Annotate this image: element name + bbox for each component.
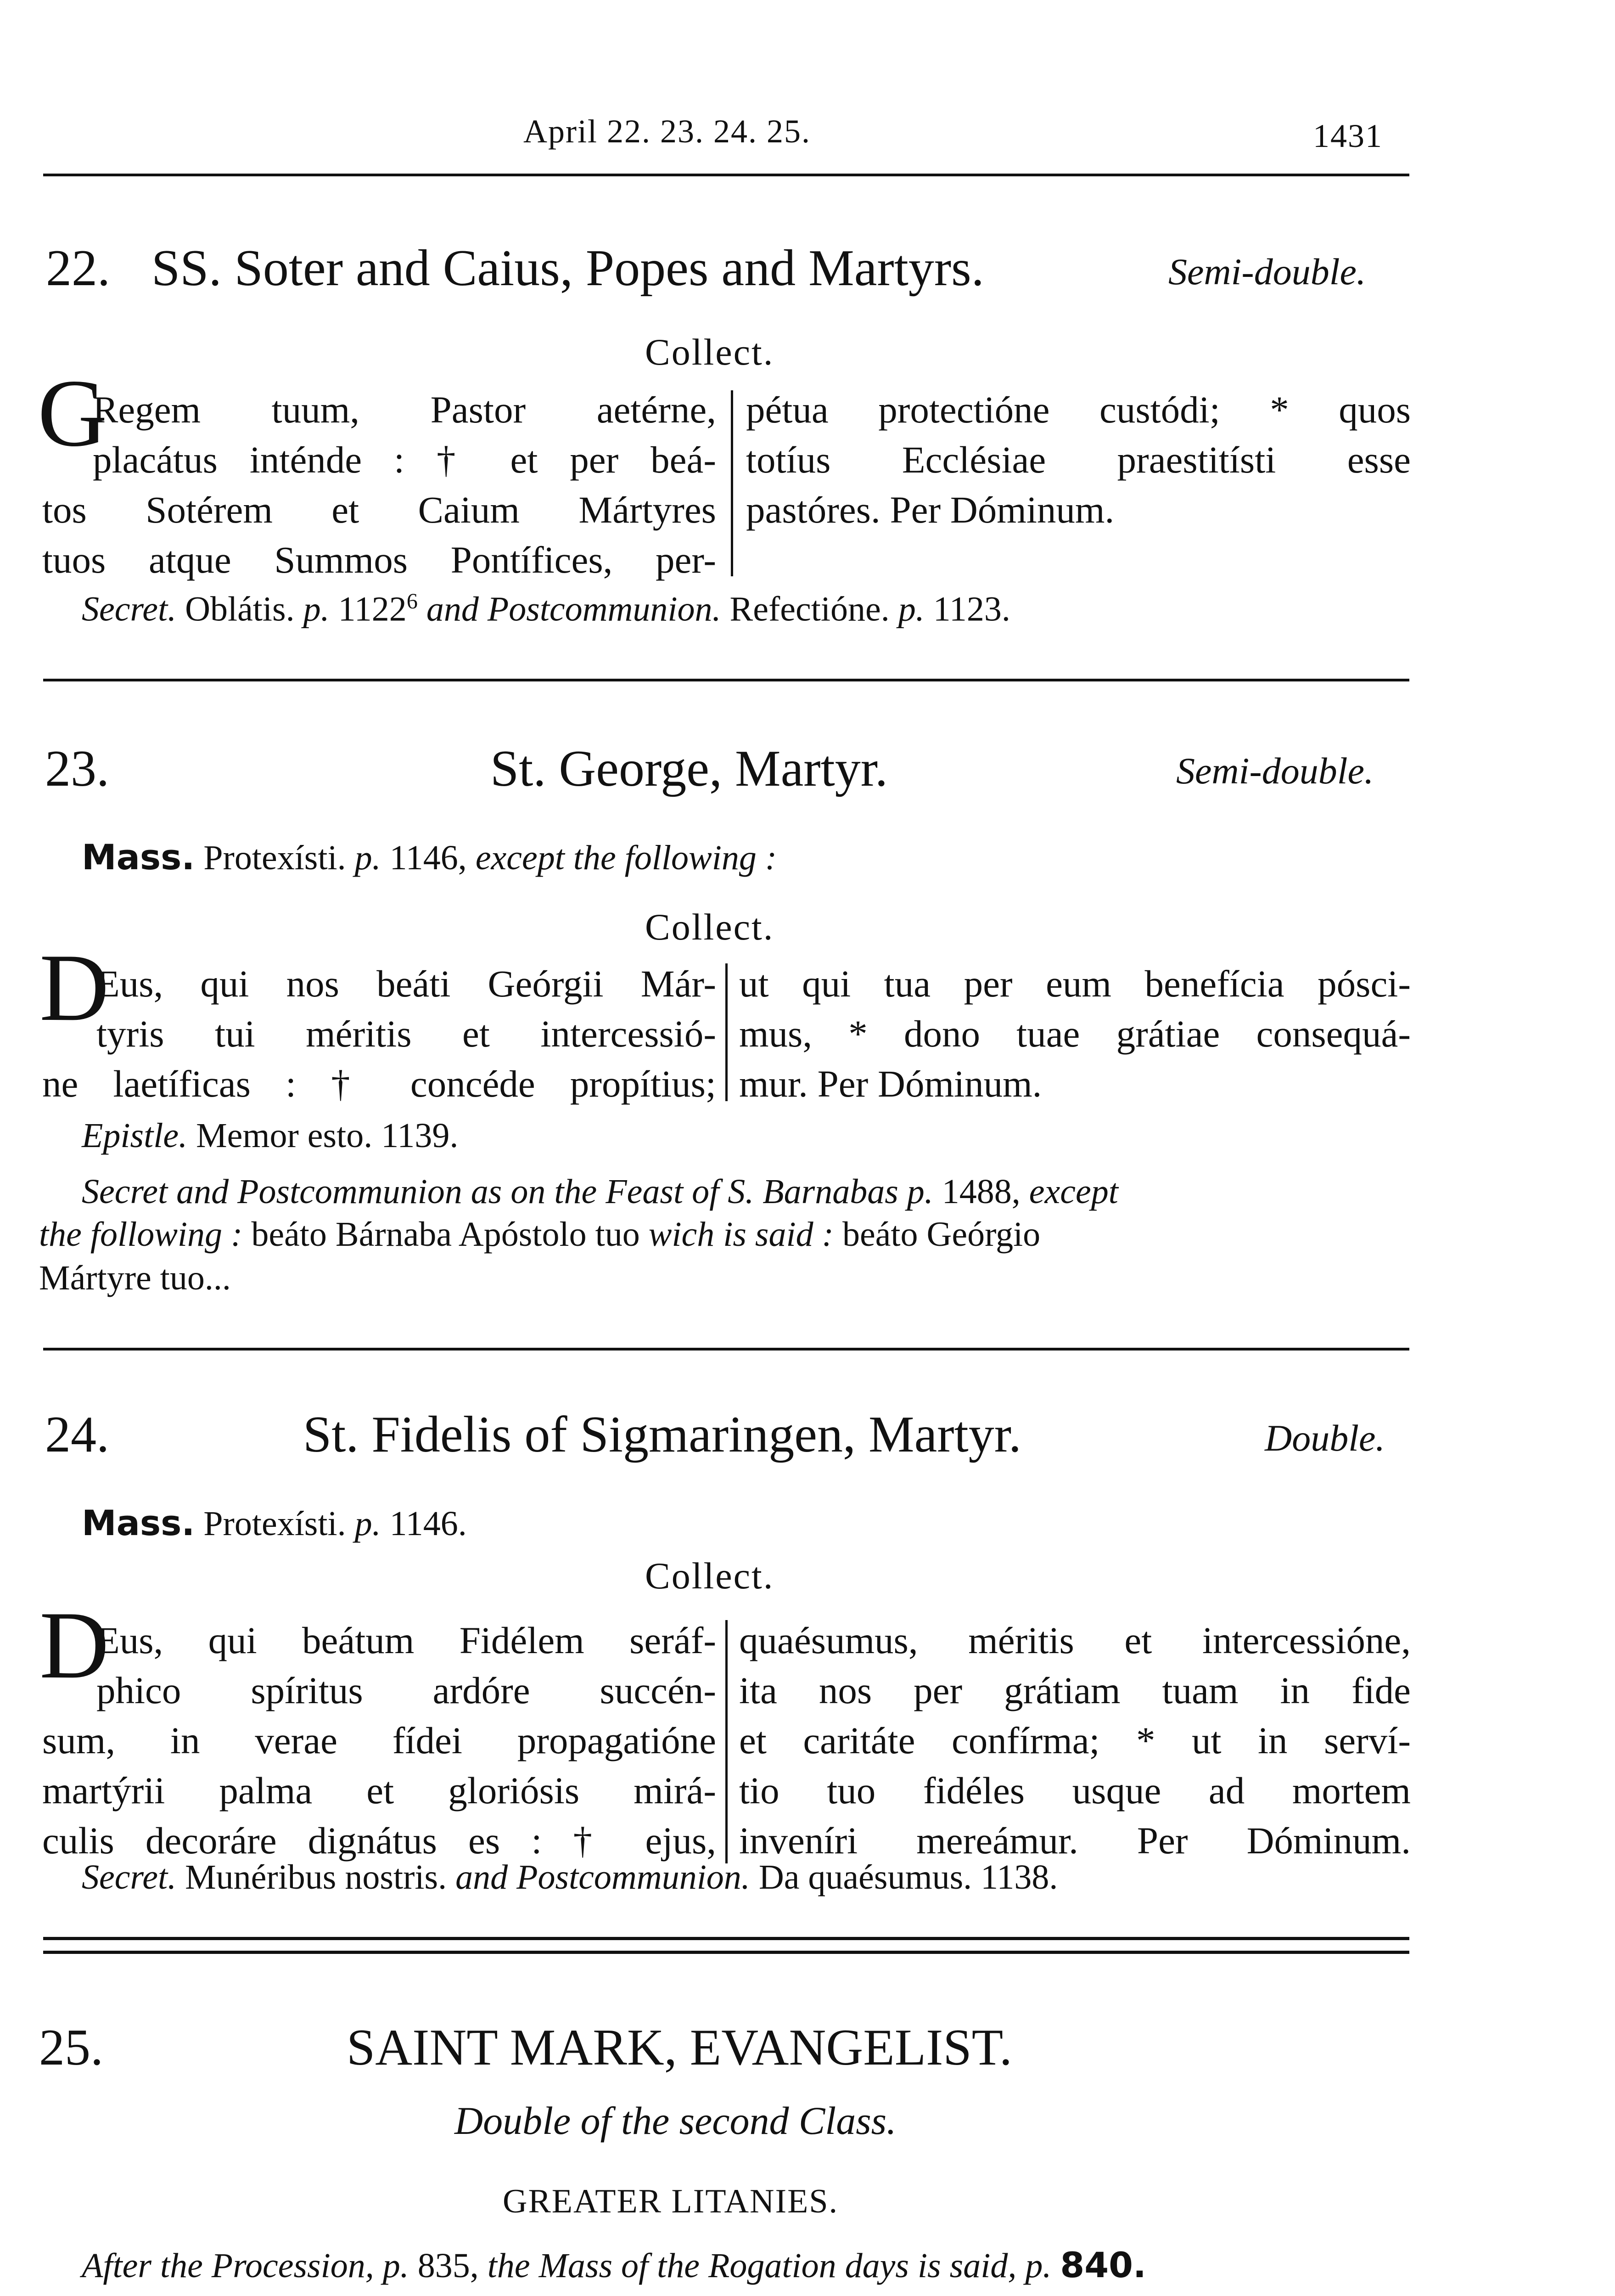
s24-right-line: et caritáte confírma; * ut in serví- xyxy=(739,1719,1411,1761)
s22-left-line: Regem tuum, Pastor aetérne, xyxy=(93,388,716,431)
s22-and-postcommunion: and Postcommunion. xyxy=(426,590,721,629)
s23-secret-note-page: 1488, xyxy=(942,1172,1021,1211)
s22-dropcap: G xyxy=(38,360,107,467)
s25-procession-a: After the Procession, p. xyxy=(82,2246,409,2285)
s24-rank: Double. xyxy=(1265,1417,1385,1459)
s24-left-line: culis decoráre dignátus es : † ejus, xyxy=(42,1819,716,1862)
s24-collect-left xyxy=(42,1615,716,1866)
s23-epistle-line xyxy=(82,1116,458,1156)
page-number: 1431 xyxy=(1313,118,1383,154)
s22-p-label: p. xyxy=(303,590,330,629)
s23-collect-right xyxy=(739,959,1411,1109)
s22-title: SS. Soter and Caius, Popes and Martyrs. xyxy=(151,240,984,297)
s23-secret-note-1: Secret and Postcommunion as on the Feast of S. Barnabas p. xyxy=(82,1172,933,1211)
s24-left-line: martýrii palma et gloriósis mirá- xyxy=(42,1769,716,1812)
s24-mass-line xyxy=(82,1503,467,1544)
s23-column-divider xyxy=(725,963,728,1101)
s22-collect-right xyxy=(746,385,1411,535)
s23-left-line: ne laetíficas : † concéde propítius; xyxy=(42,1063,716,1105)
s22-right-line: pastóres. Per Dóminum. xyxy=(746,489,1115,531)
s23-epistle-text: Memor esto. 1139. xyxy=(196,1116,459,1155)
s23-secret-note-line2 xyxy=(39,1215,1040,1255)
s23-collect-heading: Collect. xyxy=(645,906,774,948)
s23-note-line2-b: beáto Bárnaba Apóstolo tuo xyxy=(251,1215,640,1254)
s23-mass-label: Mass. xyxy=(82,837,195,878)
s24-left-line: Eus, qui beátum Fidélem seráf- xyxy=(96,1619,716,1661)
s23-left-line: Eus, qui nos beáti Geórgii Már- xyxy=(96,962,716,1005)
section-rule xyxy=(43,679,1409,681)
s23-collect-left xyxy=(42,959,716,1109)
s25-title: SAINT MARK, EVANGELIST. xyxy=(347,2019,1012,2076)
running-title: April 22. 23. 24. 25. xyxy=(523,113,811,150)
s22-secret-text: Oblátis. xyxy=(185,590,295,629)
s25-litanies: GREATER LITANIES. xyxy=(503,2183,839,2220)
s23-title: St. George, Martyr. xyxy=(490,740,888,797)
s22-right-line: pétua protectióne custódi; * quos xyxy=(746,388,1411,431)
s23-note-line3: Mártyre tuo... xyxy=(39,1259,231,1297)
s22-left-line: placátus inténde : † et per beá- xyxy=(93,439,716,481)
s25-procession-b: the Mass of the Rogation days is said, p. xyxy=(487,2246,1052,2285)
s23-mass-line xyxy=(82,837,777,878)
s22-secret-sup: 6 xyxy=(406,589,418,613)
s24-mass-page: 1146. xyxy=(389,1504,467,1543)
s23-note-line2-d: beáto Geórgio xyxy=(842,1215,1041,1254)
s25-procession-page2: 840. xyxy=(1060,2245,1146,2285)
s23-left-line: tyris tui méritis et intercessió- xyxy=(96,1013,716,1055)
s22-column-divider xyxy=(731,390,733,576)
s24-left-line: sum, in verae fídei propagatióne xyxy=(42,1719,716,1761)
s22-left-line: tuos atque Summos Pontífices, per- xyxy=(42,539,716,581)
s24-collect-heading: Collect. xyxy=(645,1555,774,1597)
s24-secret-label: Secret. xyxy=(82,1858,177,1896)
s23-right-line: ut qui tua per eum benefícia pósci- xyxy=(739,962,1411,1005)
s22-postcommunion-page: 1123. xyxy=(933,590,1010,629)
double-rule-bottom xyxy=(43,1951,1409,1954)
s22-secret-page: 1122 xyxy=(338,590,407,629)
s23-rank: Semi-double. xyxy=(1176,750,1374,792)
s23-right-line: mus, * dono tuae grátiae consequá- xyxy=(739,1013,1411,1055)
s24-secret-line xyxy=(82,1857,1058,1897)
s24-column-divider xyxy=(725,1620,728,1863)
s24-secret-text: Munéribus nostris. xyxy=(185,1858,447,1896)
s24-left-line: phico spíritus ardóre succén- xyxy=(96,1669,716,1711)
s24-mass-label: Mass. xyxy=(82,1503,195,1543)
s23-note-line2-c: wich is said : xyxy=(648,1215,834,1254)
s22-secret-label: Secret. xyxy=(82,590,177,629)
s25-procession-line xyxy=(82,2245,1146,2286)
s23-secret-note-line1 xyxy=(82,1172,1118,1212)
s22-secret-line xyxy=(82,589,1010,629)
s24-right-line: quaésumus, méritis et intercessióne, xyxy=(739,1619,1411,1661)
s23-mass-page: 1146, xyxy=(389,838,467,877)
s23-dropcap: D xyxy=(39,934,109,1041)
s23-mass-text: Protexísti. xyxy=(203,838,346,877)
s22-postcommunion-text: Refectióne. xyxy=(729,590,890,629)
s23-note-line2-a: the following : xyxy=(39,1215,243,1254)
s24-dropcap: D xyxy=(39,1592,109,1699)
s23-mass-except: except the following : xyxy=(475,838,777,877)
double-rule-top xyxy=(43,1937,1409,1940)
s24-number: 24. xyxy=(45,1406,109,1463)
header-rule xyxy=(43,174,1409,176)
s25-procession-page: 835, xyxy=(417,2246,479,2285)
s22-number: 22. xyxy=(46,240,110,297)
s23-epistle-label: Epistle. xyxy=(82,1116,188,1155)
s24-mass-text: Protexísti. xyxy=(203,1504,346,1543)
s24-postcommunion-text: Da quaésumus. 1138. xyxy=(758,1858,1058,1896)
s24-and-postcommunion: and Postcommunion. xyxy=(455,1858,750,1896)
s24-right-line: ita nos per grátiam tuam in fide xyxy=(739,1669,1411,1711)
s22-collect-heading: Collect. xyxy=(645,331,774,373)
s23-p-label: p. xyxy=(354,838,381,877)
s25-number: 25. xyxy=(39,2019,103,2076)
s22-right-line: totíus Ecclésiae praestitísti esse xyxy=(746,439,1411,481)
s23-number: 23. xyxy=(45,740,109,797)
s23-secret-note-except: except xyxy=(1029,1172,1118,1211)
s25-rank: Double of the second Class. xyxy=(454,2099,897,2143)
s24-right-line: inveníri mereámur. Per Dóminum. xyxy=(739,1819,1411,1862)
s22-collect-left xyxy=(42,385,716,585)
s24-collect-right xyxy=(739,1615,1411,1866)
s23-right-line: mur. Per Dóminum. xyxy=(739,1063,1042,1105)
s24-p-label: p. xyxy=(354,1504,381,1543)
s22-left-line: tos Sotérem et Caium Mártyres xyxy=(42,489,716,531)
section-rule xyxy=(43,1348,1409,1351)
s22-rank: Semi-double. xyxy=(1168,251,1366,293)
s24-right-line: tio tuo fidéles usque ad mortem xyxy=(739,1769,1411,1812)
s22-p-label-2: p. xyxy=(898,590,925,629)
s24-title: St. Fidelis of Sigmaringen, Martyr. xyxy=(303,1406,1021,1463)
